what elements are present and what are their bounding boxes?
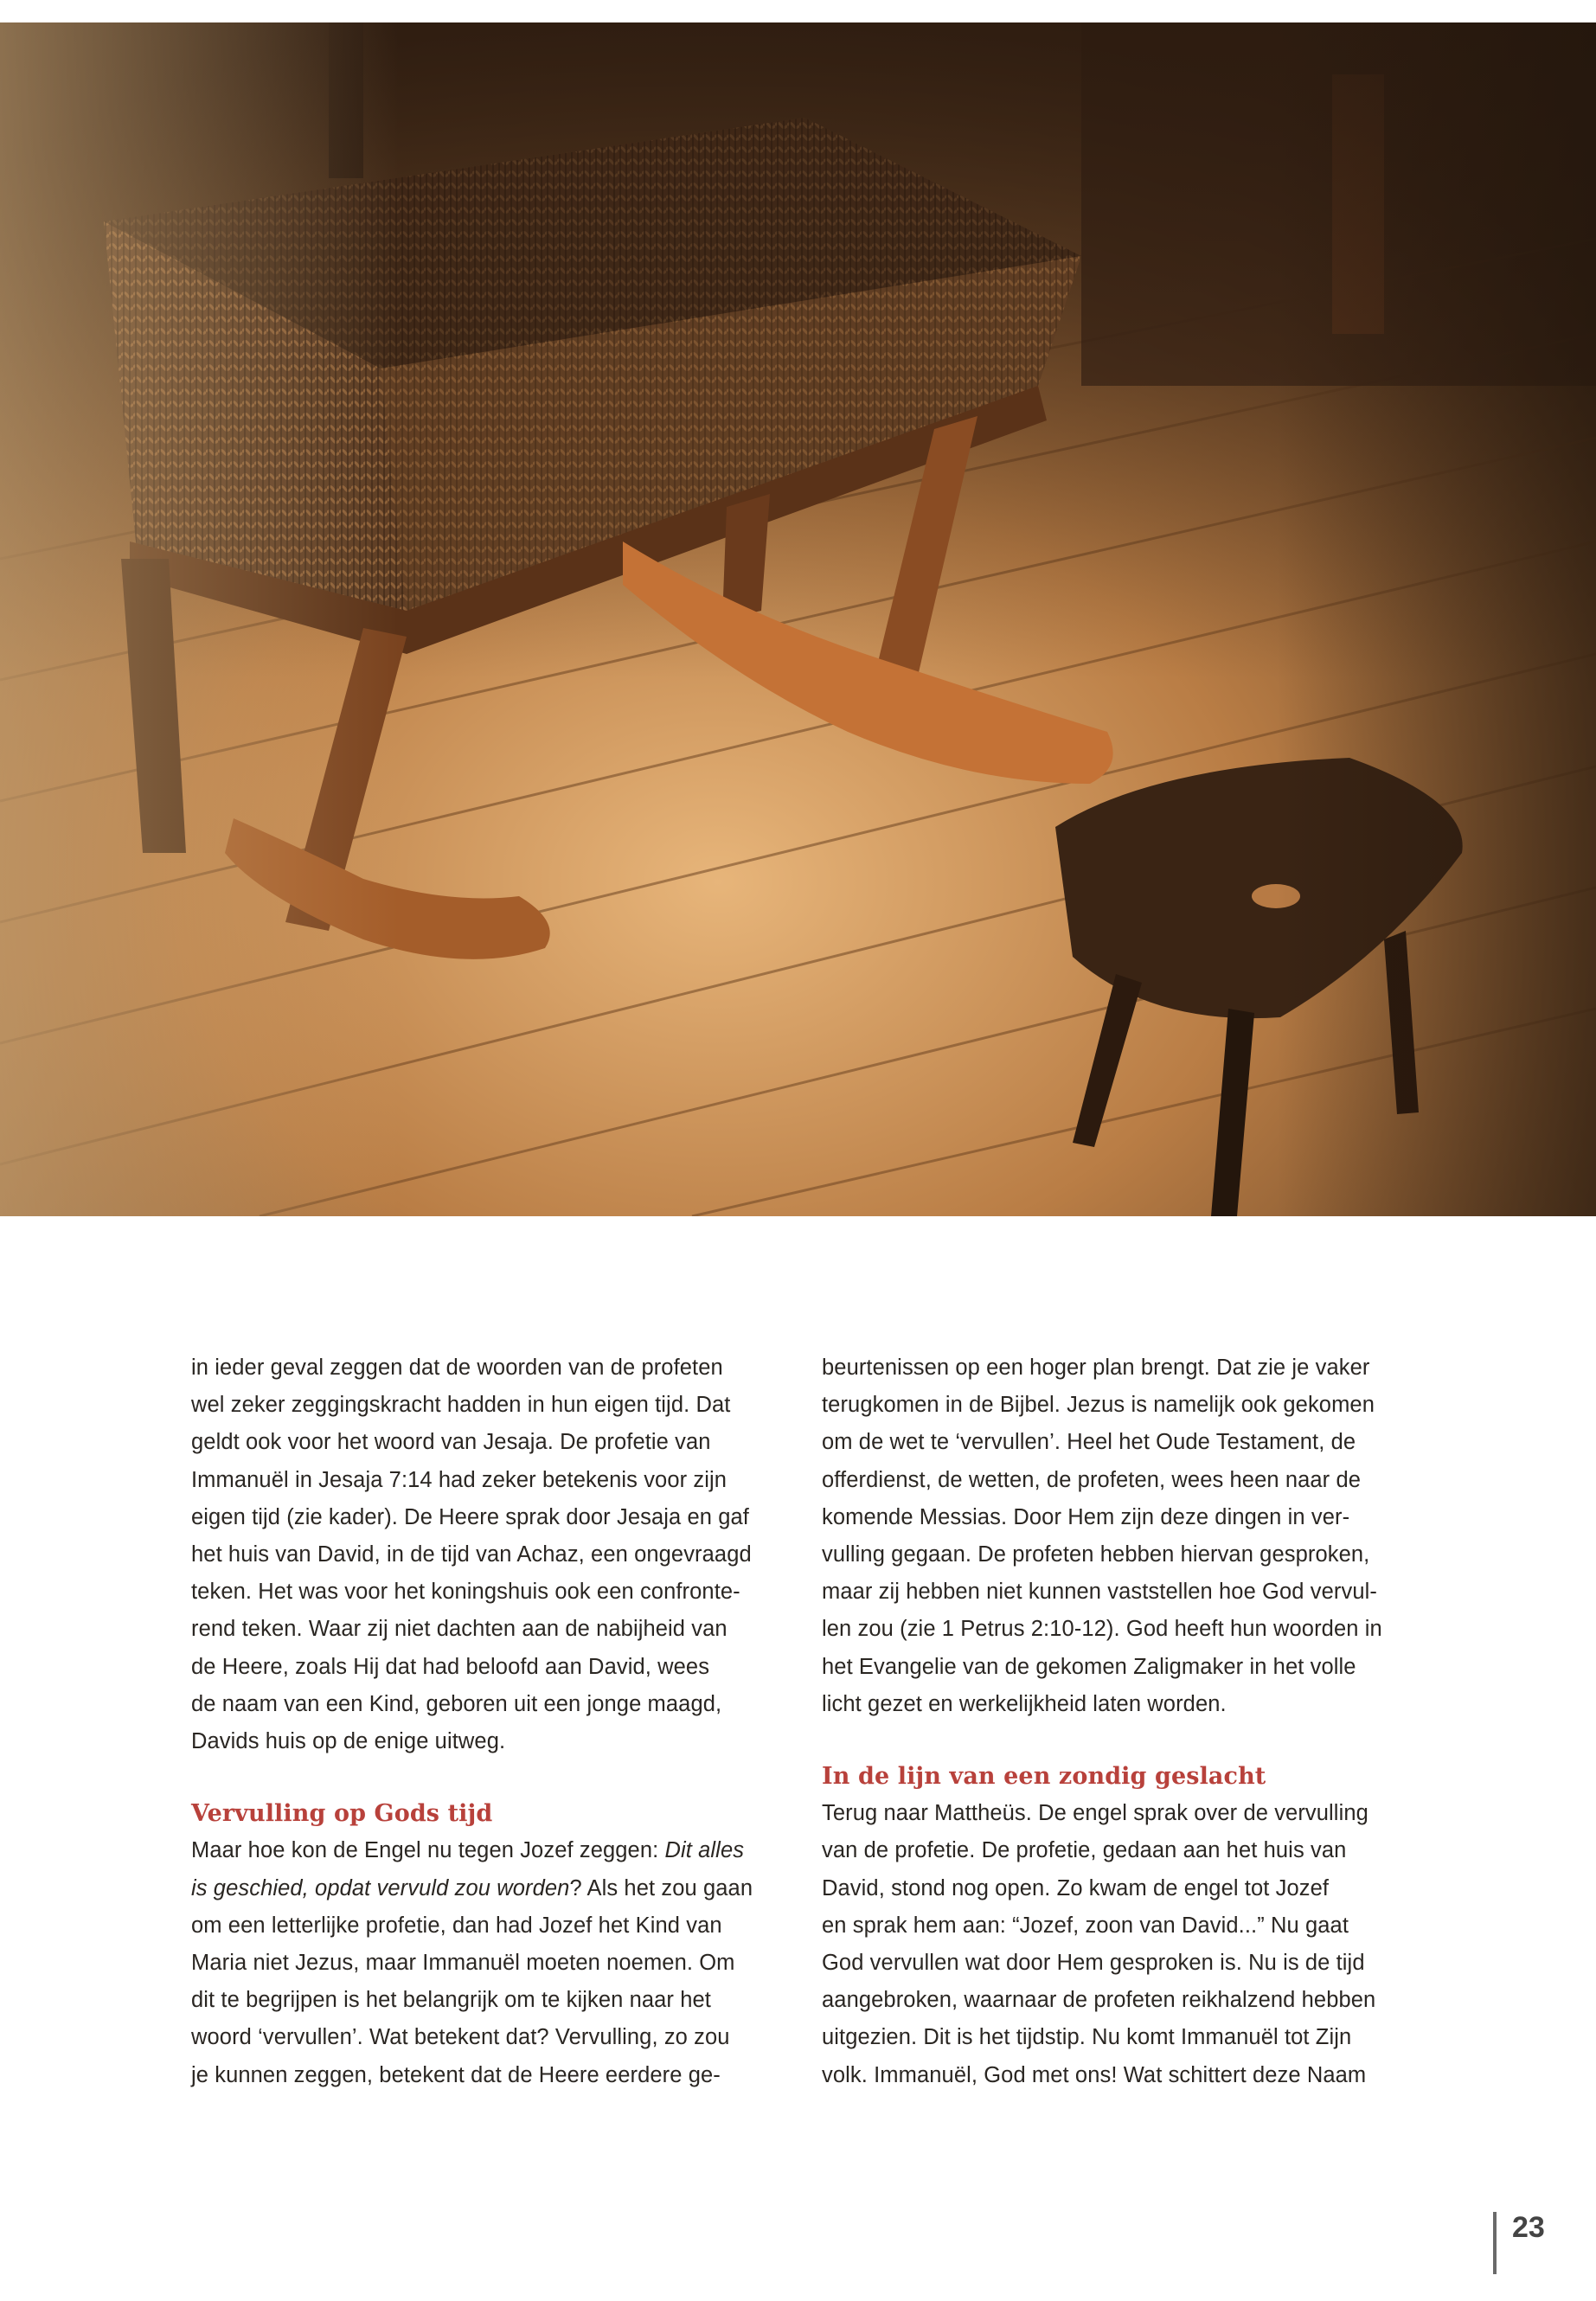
section-heading-zondig-geslacht: In de lijn van een zondig geslacht: [822, 1763, 1266, 1791]
text-line: om de wet te ‘vervullen’. Heel het Oude Testament, de: [822, 1430, 1356, 1455]
text-line: rend teken. Waar zij niet dachten aan de nabijheid van: [191, 1617, 727, 1642]
text-line: ? Als het zou gaan: [569, 1875, 753, 1900]
bible-quote: Dit alles: [664, 1838, 745, 1863]
text-line: uitgezien. Dit is het tijdstip. Nu komt Immanuël tot Zijn: [822, 2025, 1352, 2050]
text-line: wel zeker zeggingskracht hadden in hun eigen tijd. Dat: [191, 1393, 731, 1418]
text-line: om een letterlijke profetie, dan had Jozef het Kind van: [191, 1913, 722, 1938]
text-line: God vervullen wat door Hem gesproken is. Nu is de tijd: [822, 1951, 1365, 1976]
text-line: in ieder geval zeggen dat de woorden van de profeten: [191, 1356, 723, 1380]
article-column-left: [191, 1349, 779, 2094]
text-line: Davids huis op de enige uitweg.: [191, 1729, 506, 1754]
page-number: [1493, 2212, 1545, 2274]
text-line: komende Messias. Door Hem zijn deze dingen in ver-: [822, 1504, 1350, 1529]
cradle-illustration: [0, 22, 1596, 1216]
text-line: van de profetie. De profetie, gedaan aan het huis van: [822, 1838, 1347, 1863]
text-line: geldt ook voor het woord van Jesaja. De profetie van: [191, 1430, 711, 1455]
bible-quote: is geschied, opdat vervuld zou worden: [191, 1875, 570, 1900]
text-line: aangebroken, waarnaar de profeten reikhalzend hebben: [822, 1988, 1376, 2013]
text-line: licht gezet en werkelijkheid laten worden.: [822, 1691, 1227, 1716]
text-line: het Evangelie van de gekomen Zaligmaker in het volle: [822, 1654, 1356, 1679]
text-line: eigen tijd (zie kader). De Heere sprak door Jesaja en gaf: [191, 1504, 749, 1529]
text-line: woord ‘vervullen’. Wat betekent dat? Vervulling, zo zou: [191, 2025, 730, 2050]
text-line: terugkomen in de Bijbel. Jezus is namelijk ook gekomen: [822, 1393, 1375, 1418]
cradle-photo: [0, 22, 1596, 1216]
text-line: volk. Immanuël, God met ons! Wat schittert deze Naam: [822, 2062, 1367, 2087]
left-paragraph-1: [191, 1349, 779, 1760]
text-line: Maria niet Jezus, maar Immanuël moeten noemen. Om: [191, 1951, 735, 1976]
text-line: maar zij hebben niet kunnen vaststellen hoe God vervul-: [822, 1580, 1377, 1605]
text-line: beurtenissen op een hoger plan brengt. Dat zie je vaker: [822, 1356, 1370, 1380]
text-line: het huis van David, in de tijd van Achaz, een ongevraagd: [191, 1542, 752, 1567]
text-line: en sprak hem aan: “Jozef, zoon van David...” Nu gaat: [822, 1913, 1349, 1938]
text-line: vulling gegaan. De profeten hebben hiervan gesproken,: [822, 1542, 1370, 1567]
left-paragraph-2: [191, 1832, 779, 2093]
right-paragraph-2: [822, 1795, 1410, 2094]
text-line: de Heere, zoals Hij dat had beloofd aan David, wees: [191, 1654, 710, 1679]
text-line: Maar hoe kon de Engel nu tegen Jozef zeggen:: [191, 1838, 665, 1863]
text-line: Immanuël in Jesaja 7:14 had zeker betekenis voor zijn: [191, 1467, 727, 1492]
text-line: dit te begrijpen is het belangrijk om te kijken naar het: [191, 1988, 711, 2013]
text-line: teken. Het was voor het koningshuis ook een confronte-: [191, 1580, 740, 1605]
page-number-text: 23: [1512, 2211, 1545, 2244]
text-line: je kunnen zeggen, betekent dat de Heere eerdere ge-: [191, 2062, 721, 2087]
article-column-right: [822, 1349, 1410, 2094]
text-line: offerdienst, de wetten, de profeten, wees heen naar de: [822, 1467, 1362, 1492]
text-line: len zou (zie 1 Petrus 2:10-12). God heeft hun woorden in: [822, 1617, 1382, 1642]
right-paragraph-1: [822, 1349, 1410, 1723]
text-line: de naam van een Kind, geboren uit een jonge maagd,: [191, 1691, 722, 1716]
section-heading-vervulling: Vervulling op Gods tijd: [191, 1800, 493, 1828]
text-line: David, stond nog open. Zo kwam de engel tot Jozef: [822, 1875, 1330, 1900]
text-line: Terug naar Mattheüs. De engel sprak over de vervulling: [822, 1801, 1368, 1826]
